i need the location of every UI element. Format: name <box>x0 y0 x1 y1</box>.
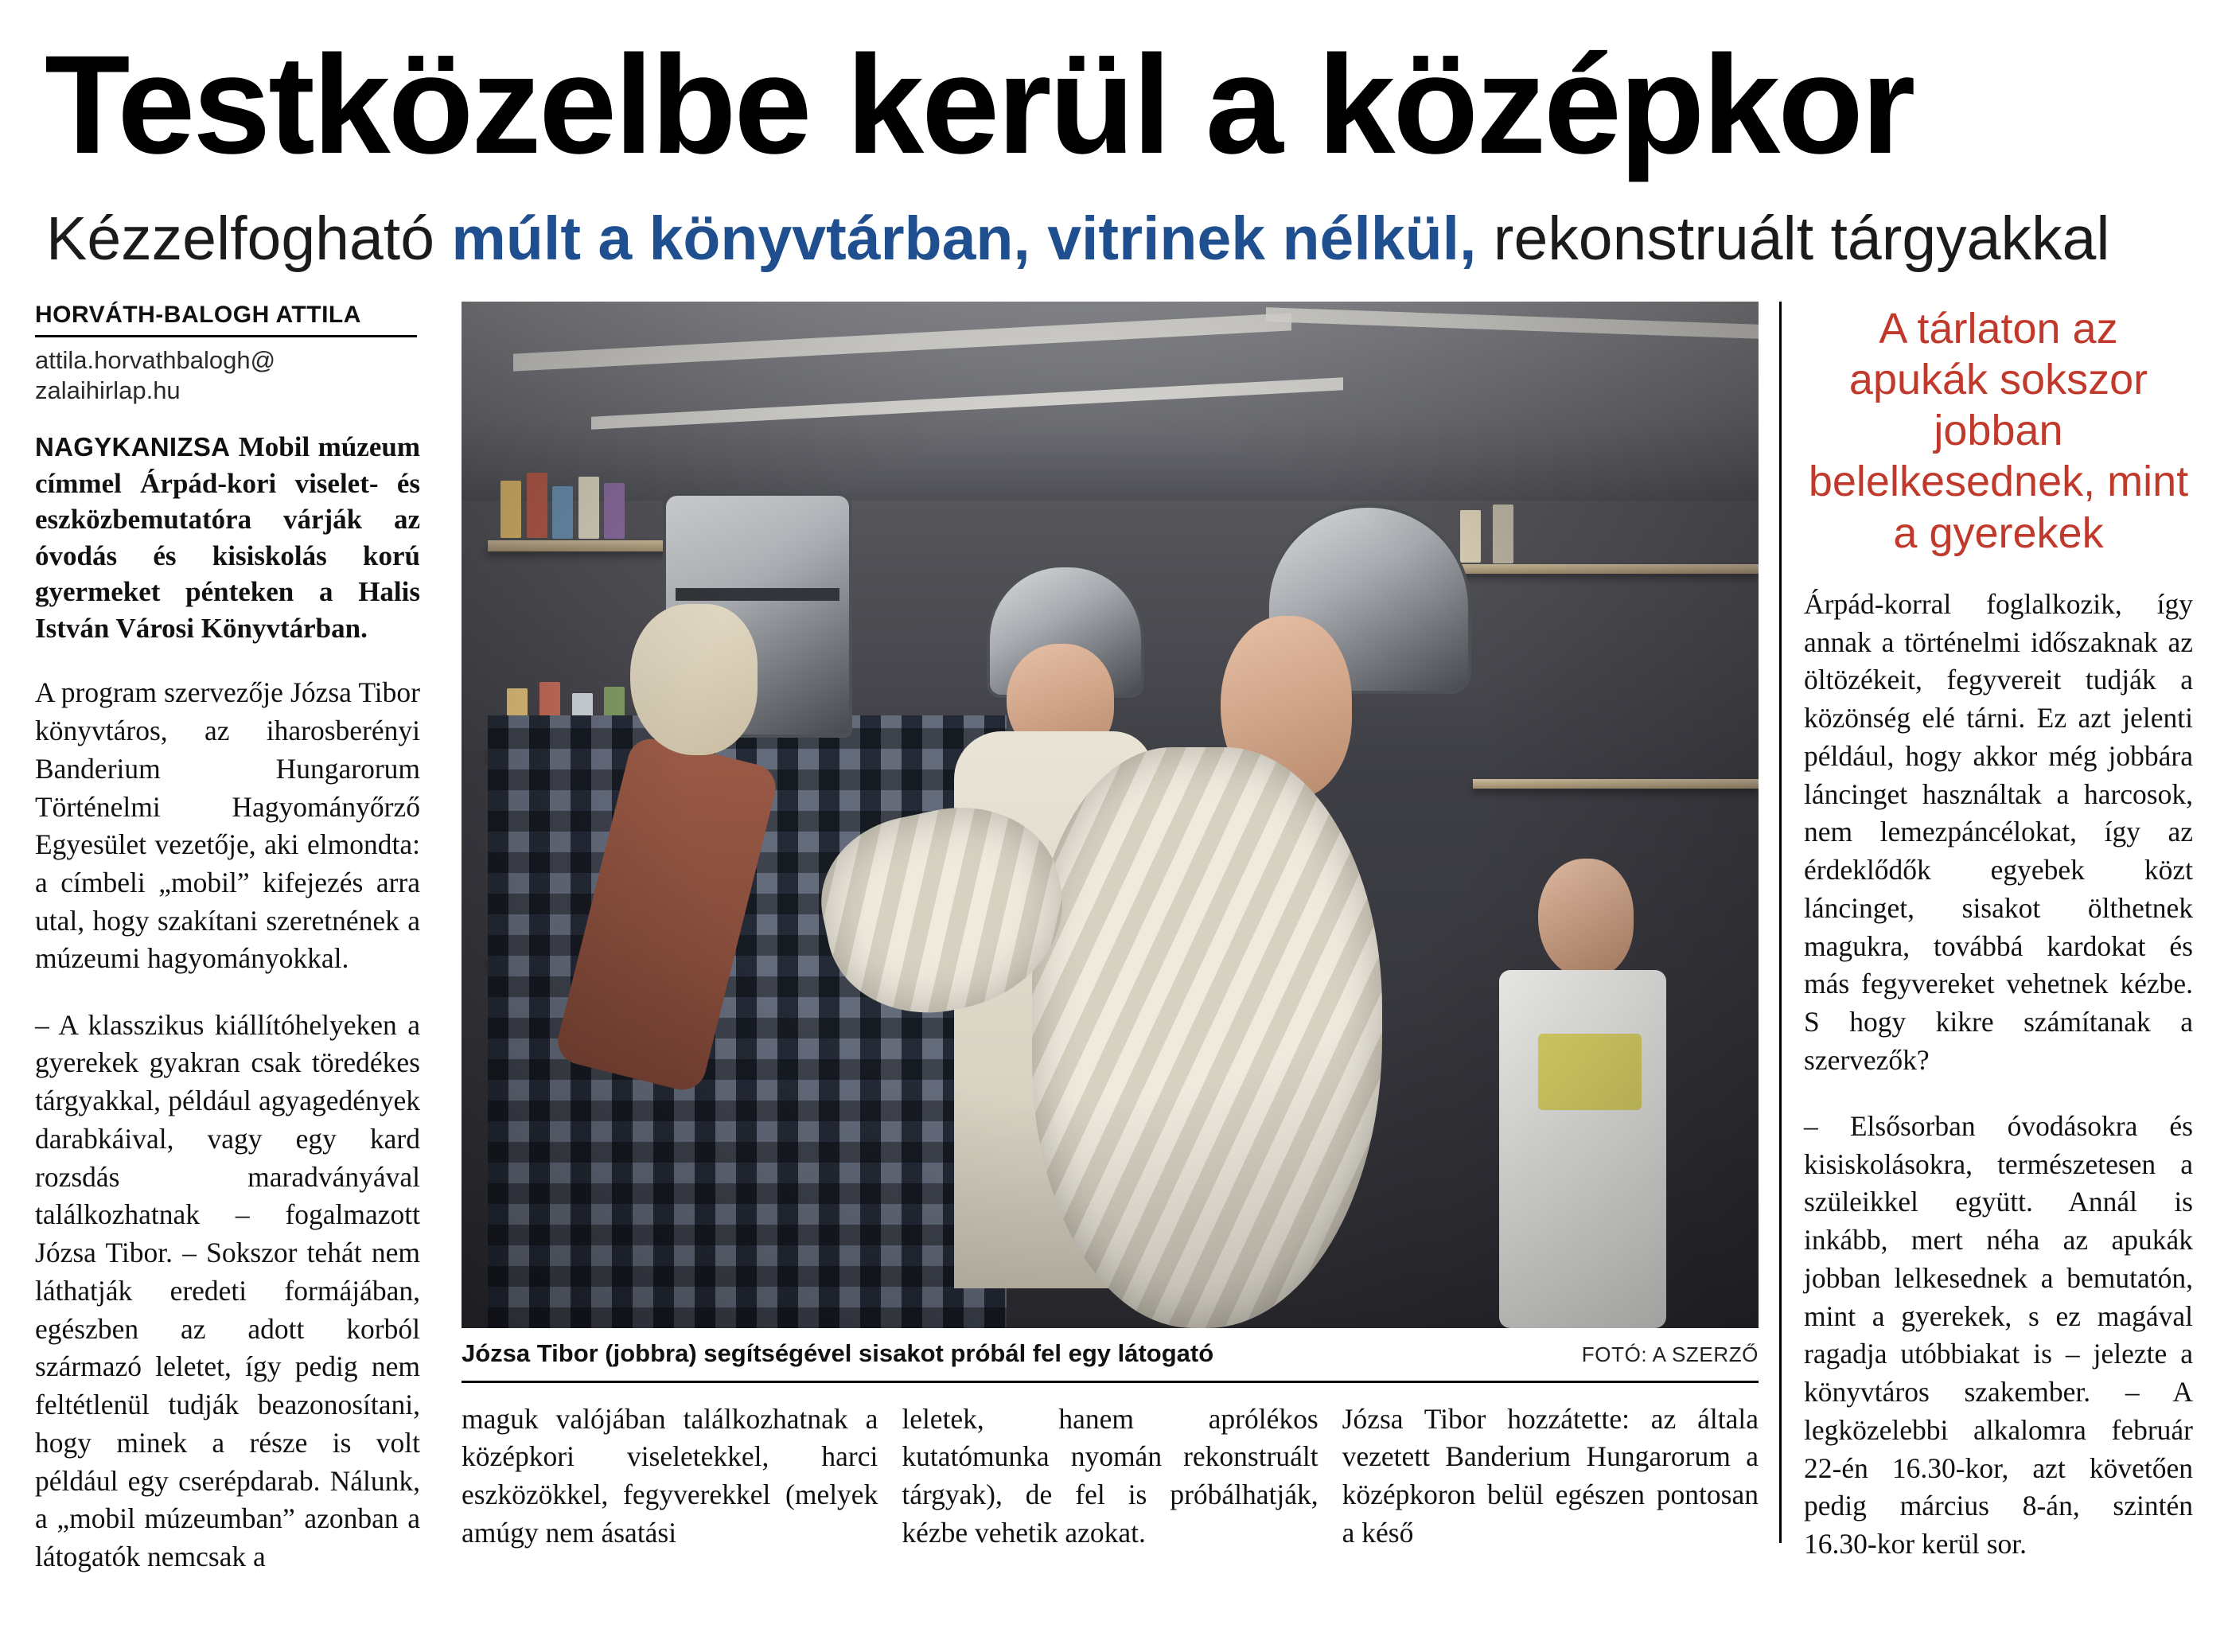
photo-vignette <box>462 302 1759 1328</box>
left-paragraph-2: – A klasszikus kiállítóhelyeken a gyerekek gyakran csak töredékes tárgyakkal, például agyagedények darabkáival, vagy egy kard rozsdás maradványával találkozhatnak – fogalmazott Józsa Tibor. – Sokszor tehát nem láthatják eredeti formájában, egészben az adott korból származó leletet, így pedig nem feltétlenül tudják beazonosítani, hogy minek a része is volt például egy cserépdarab. Nálunk, a „mobil múzeumban” azonban a látogatók nemcsak a <box>35 1008 420 1572</box>
photo-caption-row <box>462 1339 1759 1383</box>
page-title: Testközelbe kerül a középkor <box>45 27 1914 183</box>
below-photo-paragraph-1: maguk valójában találkozhatnak a középkori viseletekkel, harci eszközökkel, fegyverekkel (melyek amúgy nem ásatási <box>462 1402 878 1549</box>
below-photo-paragraph-3: Józsa Tibor hozzátette: az általa vezetett Banderium Hungarorum a középkoron belül egészen pontosan a késő <box>1342 1402 1759 1549</box>
author-email <box>35 345 420 406</box>
subheadline-part1: Kézzelfogható <box>46 205 452 273</box>
below-photo-columns <box>462 1401 1759 1580</box>
lead-text: Mobil múzeum címmel Árpád-kori viselet- és eszközbemutatóra várják az óvodás és kisiskolás korú gyermeket pénteken a Halis István Városi Könyvtárban. <box>35 431 420 644</box>
lead-paragraph <box>35 429 420 646</box>
pull-quote: A tárlaton az apukák sokszor jobban belelkesednek, mint a gyerekek <box>1808 304 2189 557</box>
dateline-city: NAGYKANIZSA <box>35 432 231 462</box>
article-photo <box>462 302 1759 1328</box>
author-email-line1: attila.horvathbalogh@ <box>35 345 276 374</box>
right-column <box>1779 302 2193 1560</box>
subheadline-highlight: múlt a könyvtárban, vitrinek nélkül, <box>451 205 1477 273</box>
author-email-line2: zalaihirlap.hu <box>35 376 181 404</box>
center-column <box>441 302 1779 1549</box>
below-photo-paragraph-2: leletek, hanem aprólékos kutatómunka nyomán rekonstruált tárgyak), de fel is próbálhatják, kézbe vehetik azokat. <box>902 1402 1318 1549</box>
photo-caption-text: Józsa Tibor (jobbra) segítségével sisakot próbál fel egy látogató <box>462 1338 1214 1367</box>
author-name: HORVÁTH-BALOGH ATTILA <box>35 302 417 337</box>
article-body <box>35 301 2193 1572</box>
subheadline <box>46 205 2193 273</box>
below-photo-column-2 <box>902 1401 1342 1580</box>
below-photo-column-3 <box>1342 1401 1759 1580</box>
right-paragraph-2: – Elsősorban óvodásokra és kisiskolásokra, természetesen a szüleikkel együtt. Annál is inkább, mert néha az apukák jobban lelkesednek a bemutatón, mint a gyerekek, s ez magával ragadja utóbbiakat is – jelezte a könyvtáros szakember. – A legközelebbi alkalomra február 22-én 16.30-kor, azt követően pedig március 8-án, szintén 16.30-kor kerül sor. <box>1804 1109 2193 1560</box>
below-photo-column-1 <box>462 1401 902 1580</box>
photo-credit: FOTÓ: A SZERZŐ <box>1581 1342 1759 1366</box>
subheadline-part2: rekonstruált tárgyakkal <box>1476 205 2110 273</box>
right-paragraph-1: Árpád-korral foglalkozik, így annak a történelmi időszaknak az öltözékeit, fegyvereit tudják a közönség elé tárni. Ez azt jelenti például, hogy akkor még jobbára láncinget használtak a harcosok, nem lemezpáncélokat, így az érdeklődők egyebek közt láncinget, sisakot ölthetnek magukra, továbbá kardokat és más fegyvereket vehetnek kézbe. S hogy kikre számítanak a szervezők? <box>1804 587 2193 1076</box>
left-paragraph-1: A program szervezője Józsa Tibor könyvtáros, az iharosberényi Banderium Hungarorum Történelmi Hagyományőrző Egyesület vezetője, aki elmondta: a címbeli „mobil” kifejezés arra utal, hogy szakítani szeretnének a múzeumi hagyományokkal. <box>35 676 420 975</box>
left-column <box>35 301 441 1572</box>
